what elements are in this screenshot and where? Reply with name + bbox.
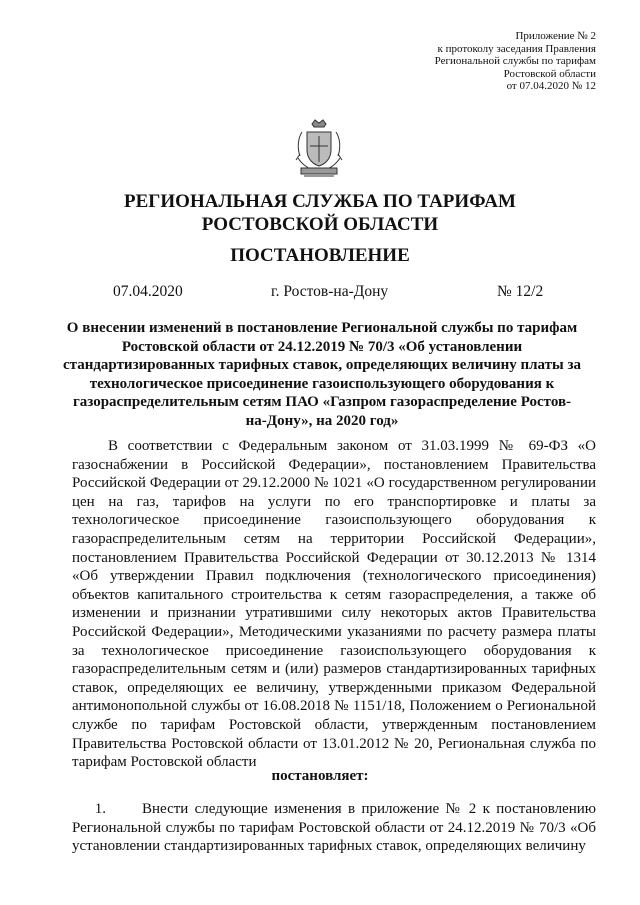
decree-word: постановляет: — [271, 768, 369, 784]
document-city: г. Ростов-на-Дону — [271, 283, 389, 300]
appendix-note — [336, 30, 596, 93]
appendix-line: Приложение № 2 — [515, 30, 596, 42]
appendix-line: Ростовской области — [503, 67, 596, 80]
document-title — [62, 319, 582, 431]
document-meta — [0, 283, 640, 303]
document-date: 07.04.2020 — [113, 283, 183, 300]
appendix-line: к протоколу заседания Правления — [437, 42, 596, 55]
body-paragraph: В соответствии с Федеральным законом от 31.03.1999 № 69-ФЗ «О газоснабжении в Российской Федерации», постановлением Правительства Российской Федерации от 29.12.2000 № 1021 «О государственном регулировании цен на газ, тарифов на услуги по его транспортировке и платы за технологическое присоединение газоиспользующего оборудования к газораспределительным сетям на территории Российской Федерации», постановлением Правительства Российской Федерации от 30.12.2013 № 1314 «Об утверждении Правил подключения (технологического присоединения) объектов капитального строительства к сетям газораспределения, а также об изменении и признании утратившими силу некоторых актов Правительства Российской Федерации», Методическими указаниями по расчету размера платы за технологическое присоединение газоиспользующего оборудования к газораспределительным сетям и (или) размеров стандартизированных тарифных ставок, определяющих ее величину, утвержденными приказом Федеральной антимонопольной службы от 16.08.2018 № 1151/18, Положением о Региональной службе по тарифам Ростовской области, утвержденным постановлением Правительства Ростовской области от 13.01.2012 № 20, Региональная служба по тарифам Ростовской области — [72, 438, 596, 771]
title-line: на-Дону», на 2020 год» — [245, 412, 399, 429]
item-number: 1. — [94, 801, 106, 817]
title-line: технологическое присоединение газоиспользующего оборудования к — [89, 375, 555, 392]
title-line: стандартизированных тарифных ставок, определяющих величину платы за — [62, 357, 582, 374]
appendix-line: от 07.04.2020 № 12 — [506, 80, 596, 93]
document-number: № 12/2 — [497, 283, 544, 300]
item-paragraph — [72, 800, 596, 856]
organization-line: РЕГИОНАЛЬНАЯ СЛУЖБА ПО ТАРИФАМ — [124, 191, 516, 212]
coat-of-arms-emblem-icon — [292, 118, 346, 180]
document-type: ПОСТАНОВЛЕНИЕ — [230, 245, 410, 266]
organization-name — [0, 190, 640, 236]
appendix-line: Региональной службы по тарифам — [434, 55, 596, 68]
item-text: Внести следующие изменения в приложение № 2 к постановлению Региональной службы по тарифам Ростовской области от 24.12.2019 № 70/3 «Об установлении стандартизированных тарифных ставок, определяющих величину — [72, 801, 596, 855]
organization-line: РОСТОВСКОЙ ОБЛАСТИ — [201, 214, 439, 235]
list-item — [72, 800, 596, 856]
title-line: О внесении изменений в постановление Региональной службы по тарифам — [66, 320, 578, 336]
title-line: Ростовской области от 24.12.2019 № 70/3 «Об установлении — [121, 338, 523, 355]
document-body — [72, 437, 596, 772]
title-line: газораспределительным сетям ПАО «Газпром газораспределение Ростов- — [72, 394, 572, 411]
